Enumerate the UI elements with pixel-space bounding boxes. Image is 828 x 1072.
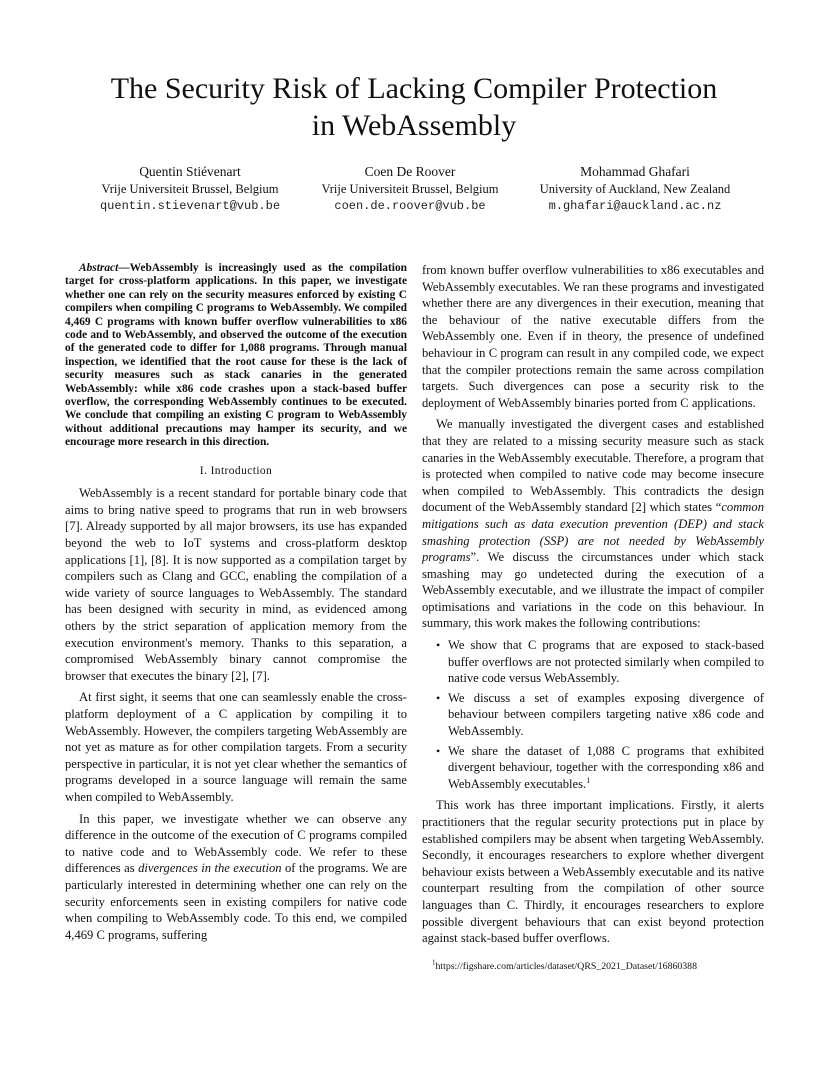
bullet-icon: • bbox=[436, 690, 441, 705]
author-name: Quentin Stiévenart bbox=[139, 164, 241, 179]
bullet-icon: • bbox=[436, 743, 441, 758]
abstract-label: Abstract bbox=[79, 262, 119, 274]
bullet-icon: • bbox=[436, 638, 441, 653]
text-run: In this paper, we investigate whether we can observe any difference in the outcome of the execution of C programs compiled to native code and to WebAssembly code. We refer to these differences as bbox=[65, 811, 407, 876]
list-item bbox=[434, 637, 764, 687]
author-name: Mohammad Ghafari bbox=[580, 164, 690, 179]
author-affiliation: Vrije Universiteit Brussel, Belgium bbox=[101, 182, 279, 196]
list-item bbox=[434, 690, 764, 740]
author-email: quentin.stievenart@vub.be bbox=[99, 199, 281, 213]
author-block-1 bbox=[65, 163, 315, 215]
author-block-2 bbox=[285, 163, 535, 215]
footnote-mark: 1 bbox=[432, 958, 436, 967]
title-line-2: in WebAssembly bbox=[311, 109, 517, 142]
contributions-list bbox=[422, 637, 764, 792]
abstract bbox=[65, 262, 407, 450]
list-item bbox=[434, 743, 764, 793]
author-affiliation: University of Auckland, New Zealand bbox=[539, 182, 731, 196]
author-block-3 bbox=[510, 163, 760, 215]
title-line-1: The Security Risk of Lacking Compiler Protection bbox=[110, 72, 718, 105]
author-affiliation: Vrije Universiteit Brussel, Belgium bbox=[321, 182, 499, 196]
list-item-text: We share the dataset of 1,088 C programs that exhibited divergent behaviour, together with the corresponding x86 and WebAssembly executables. bbox=[448, 743, 764, 791]
list-item-text: We discuss a set of examples exposing divergence of behaviour between compilers targeting native x86 code and WebAssembly. bbox=[448, 690, 764, 739]
author-email: m.ghafari@auckland.ac.nz bbox=[548, 199, 722, 213]
left-column bbox=[65, 262, 407, 948]
quoted-emphasis: common mitigations such as data execution prevention (DEP) and stack smashing protection (SSP) are not needed by WebAssembly programs bbox=[422, 500, 764, 565]
text-run: We manually investigated the divergent cases and established that they are related to a missing security measure such as stack canaries in the WebAssembly executable. Therefore, a program that is protected when compiled to native code may become insecure when compiled to WebAssembly. This contradicts the design document of the WebAssembly standard [2] which states “ bbox=[422, 417, 764, 515]
section-number: I. bbox=[199, 464, 208, 477]
section-heading bbox=[65, 463, 407, 480]
intro-paragraph-2: At first sight, it seems that one can seamlessly enable the cross-platform deployment of a C application by compiling it to WebAssembly. However, the compilers targeting WebAssembly are not yet as mature as for other compilation targets. From a security perspective in particular, it is not yet clear whether the semantics of programs developed in a source language will remain the same when compiled to WebAssembly. bbox=[65, 690, 407, 804]
author-name: Coen De Roover bbox=[364, 164, 456, 179]
right-column bbox=[422, 262, 764, 952]
text-run: ”. We discuss the circumstances under which stack smashing may go undetected during the execution of a WebAssembly executable, and we illustrate the impact of compiler optimisations and variations in the code on this behaviour. In summary, this work makes the following contributions: bbox=[422, 550, 764, 631]
intro-paragraph-5 bbox=[422, 416, 764, 632]
author-email: coen.de.roover@vub.be bbox=[334, 199, 486, 213]
emphasis-text: divergences in the execution bbox=[138, 861, 282, 876]
intro-paragraph-6: This work has three important implications. Firstly, it alerts practitioners that the regular security protections put in place by established compilers may be absent when targeting WebAssembly. Secondly, it encourages researchers to explore whether divergent behaviour exists between a WebAssembly executable and its native counterpart resulting from the compilation of other source languages than C. Thirdly, it encourages researchers to explore possible divergent behaviours that can exist beyond protection against stack-based buffer overflows. bbox=[422, 798, 764, 946]
abstract-text: —WebAssembly is increasingly used as the compilation target for cross-platform applications. In this paper, we investigate whether one can rely on the security measures enforced by existing C compilers when compiling C programs to WebAssembly. We compiled 4,469 C programs with known buffer overflow vulnerabilities to x86 code and to WebAssembly, and observed the outcome of the execution of the generated code to differ for 1,088 programs. Through manual inspection, we identified that the root cause for these is the lack of security measures such as stack canaries in the generated WebAssembly: while x86 code crashes upon a stack-based buffer overflow, the corresponding WebAssembly continues to be executed. We conclude that compiling an existing C program to WebAssembly without additional precautions may hamper its security, and we encourage more research in this direction. bbox=[65, 262, 407, 449]
footnote bbox=[422, 960, 764, 973]
list-item-text: We show that C programs that are exposed to stack-based buffer overflows are not protected similarly when compiled to native code versus WebAssembly. bbox=[448, 638, 764, 686]
footnote-link[interactable]: https://figshare.com/articles/dataset/QRS_2021_Dataset/16860388 bbox=[435, 961, 697, 972]
intro-paragraph-3 bbox=[65, 811, 407, 944]
footnote-marker[interactable]: 1 bbox=[586, 775, 591, 785]
paper-title bbox=[40, 70, 788, 144]
intro-paragraph-4: from known buffer overflow vulnerabilities to x86 executables and WebAssembly executables. We ran these programs and investigated whether there are any divergences in their execution, meaning that the behaviour of the native executable differs from the WebAssembly one. Even if in theory, the presence of undefined behaviour in C program can result in any compiled code, we expect that the compiler protections remain the same across compilation targets. Such divergences can pose a security risk to the deployment of WebAssembly binaries ported from C applications. bbox=[422, 263, 764, 410]
intro-paragraph-1: WebAssembly is a recent standard for portable binary code that aims to bring native speed to programs that run in web browsers [7]. Already supported by all major browsers, its use has expanded beyond the web to IoT systems and cross-platform desktop applications [1], [8]. It is now supported as a compilation target by compilers such as Clang and GCC, enabling the compilation of a wide variety of source languages to WebAssembly. The standard has been designed with security in mind, as evidenced among others by the strict separation of application memory from the execution environment's memory. Thanks to this separation, a compromised WebAssembly binary cannot compromise the browser that executes the binary [2], [7]. bbox=[65, 486, 407, 683]
text-run: of the programs. We are particularly interested in determining whether one can rely on the security enforcements seen in existing compilers for native code when compiling to WebAssembly code. To this end, we compiled 4,469 C programs, suffering bbox=[65, 861, 408, 942]
section-title: Introduction bbox=[210, 464, 273, 477]
